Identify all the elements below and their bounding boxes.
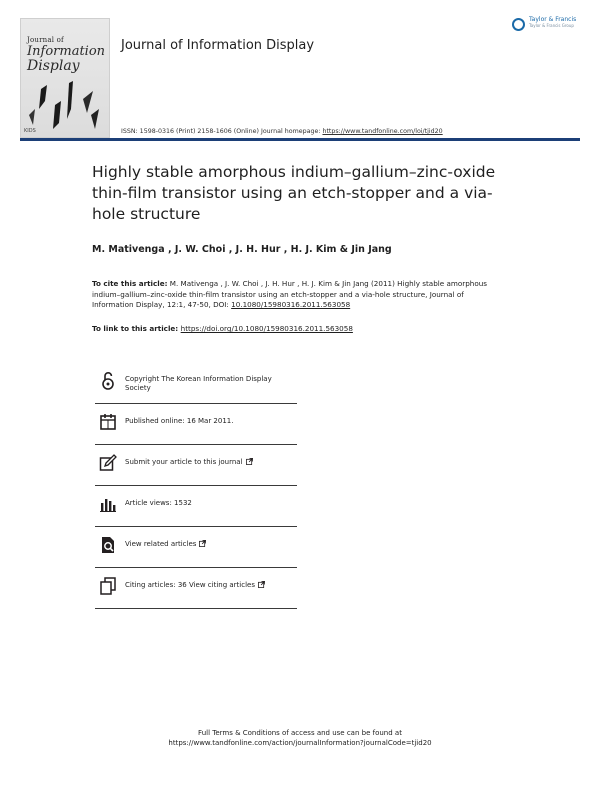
submit-article-link[interactable]: [125, 458, 253, 467]
publisher-logo-text: [529, 17, 576, 28]
citation-doi-link[interactable]: 10.1080/15980316.2011.563058: [231, 300, 351, 309]
issn-line: [121, 128, 443, 135]
cover-title-line3: Display: [27, 58, 80, 74]
journal-title[interactable]: Journal of Information Display: [121, 38, 315, 53]
related-articles-link[interactable]: [125, 540, 206, 549]
copyright-row: [95, 363, 297, 404]
submit-article-row[interactable]: [95, 445, 297, 486]
citation-label: To cite this article:: [92, 279, 168, 288]
edit-icon: [99, 453, 117, 473]
bar-chart-icon: [99, 494, 117, 514]
calendar-icon: [99, 412, 117, 432]
published-online-text: Published online: 16 Mar 2011.: [125, 417, 234, 425]
citation-block: [92, 279, 502, 311]
journal-homepage-link[interactable]: https://www.tandfonline.com/loi/tjid20: [322, 128, 443, 135]
search-document-icon: [99, 535, 117, 555]
submit-article-label: Submit your article to this journal: [125, 458, 243, 466]
article-views-text: Article views: 1532: [125, 499, 192, 507]
article-authors: M. Mativenga , J. W. Choi , J. H. Hur , H. J. Kim & Jin Jang: [92, 244, 392, 255]
cover-title: [27, 37, 107, 73]
related-articles-label: View related articles: [125, 540, 197, 548]
journal-cover-image: [20, 18, 110, 138]
copyright-text: Copyright The Korean Information Display Society: [125, 375, 272, 392]
related-articles-row[interactable]: [95, 527, 297, 568]
cover-title-line2: Information: [27, 44, 106, 59]
article-doi-link[interactable]: https://doi.org/10.1080/15980316.2011.563058: [180, 324, 353, 333]
header-divider: [20, 138, 580, 141]
issn-text: ISSN: 1598-0316 (Print) 2158-1606 (Online) Journal homepage:: [121, 128, 323, 135]
open-access-lock-icon: [99, 371, 117, 391]
publisher-logo[interactable]: [512, 16, 584, 38]
citing-articles-link[interactable]: [125, 581, 265, 590]
article-title: Highly stable amorphous indium–gallium–zinc-oxide thin-film transistor using an etch-stopper and a via-hole structure: [92, 163, 496, 223]
citing-articles-label: Citing articles: 36 View citing articles: [125, 581, 255, 589]
publisher-logo-icon: [512, 18, 525, 31]
citation-text: M. Mativenga , J. W. Choi , J. H. Hur , H. J. Kim & Jin Jang (2011) Highly stable amorphous indium–gallium–zinc-oxide thin-film transistor using an etch-stopper and a via-hole structure, Journal of Information Display, 12:1, 47-50, DOI:: [92, 279, 488, 309]
article-link-label: To link to this article:: [92, 324, 181, 333]
article-views-row: [95, 486, 297, 527]
article-info-list: [95, 363, 297, 609]
footer: [0, 728, 600, 748]
cover-title-line1: Journal of: [27, 36, 64, 44]
footer-terms-text: Full Terms & Conditions of access and use can be found at: [198, 729, 402, 737]
footer-journal-info-link[interactable]: https://www.tandfonline.com/action/journalInformation?journalCode=tjid20: [168, 739, 432, 747]
external-link-icon: [258, 581, 265, 588]
publisher-logo-line1: Taylor & Francis: [529, 16, 577, 23]
external-link-icon: [199, 540, 206, 547]
citing-articles-row[interactable]: [95, 568, 297, 609]
cover-badge: KIDS: [24, 128, 36, 134]
publisher-logo-line2: Taylor & Francis Group: [529, 22, 574, 28]
citing-articles-icon: [99, 576, 117, 596]
external-link-icon: [246, 458, 253, 465]
article-link-line: [92, 324, 353, 333]
published-online-row: [95, 404, 297, 445]
